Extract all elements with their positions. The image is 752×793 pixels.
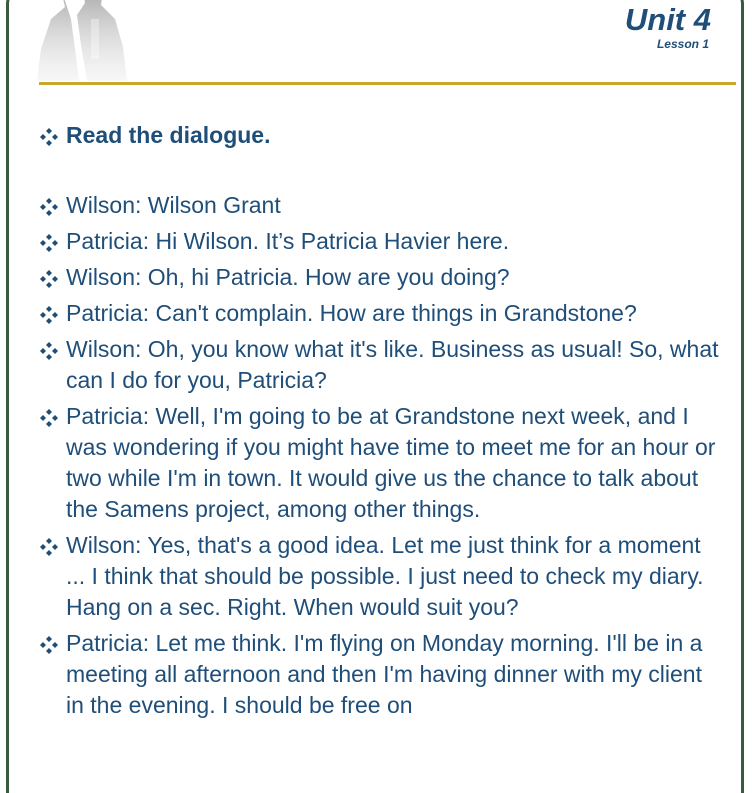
dialogue-text: Wilson: Oh, hi Patricia. How are you doing? xyxy=(66,264,510,290)
businessman-silhouette-icon xyxy=(31,0,141,81)
instruction-item xyxy=(40,120,720,151)
dialogue-line xyxy=(40,334,720,396)
dialogue-text: Patricia: Well, I'm going to be at Grandstone next week, and I was wondering if you might have time to meet me for an hour or two while I'm in town. It would give us the chance to talk about the Samens project, among other things. xyxy=(66,403,716,522)
diamond-bullet-icon xyxy=(40,226,66,252)
lesson-label: Lesson 1 xyxy=(656,37,709,51)
diamond-bullet-icon xyxy=(40,120,66,146)
dialogue-line xyxy=(40,530,720,623)
unit-title: Unit 4 xyxy=(624,2,711,37)
diamond-bullet-icon xyxy=(40,628,66,654)
dialogue-line xyxy=(40,628,720,721)
dialogue-text: Wilson: Oh, you know what it's like. Business as usual! So, what can I do for you, Patricia? xyxy=(66,336,719,393)
dialogue-text: Patricia: Let me think. I'm flying on Monday morning. I'll be in a meeting all afternoon and then I'm having dinner with my client in the evening. I should be free on xyxy=(66,630,703,718)
dialogue-line xyxy=(40,262,720,293)
diamond-bullet-icon xyxy=(40,190,66,216)
instruction-text: Read the dialogue. xyxy=(66,122,271,148)
dialogue-line xyxy=(40,190,720,221)
dialogue-content xyxy=(40,120,720,726)
dialogue-text: Wilson: Wilson Grant xyxy=(66,192,281,218)
dialogue-text: Wilson: Yes, that's a good idea. Let me just think for a moment ... I think that should be possible. I just need to check my diary. Hang on a sec. Right. When would suit you? xyxy=(66,532,704,620)
diamond-bullet-icon xyxy=(40,530,66,556)
dialogue-line xyxy=(40,401,720,525)
dialogue-line xyxy=(40,226,720,257)
dialogue-text: Patricia: Can't complain. How are things in Grandstone? xyxy=(66,300,637,326)
dialogue-line xyxy=(40,298,720,329)
diamond-bullet-icon xyxy=(40,401,66,427)
diamond-bullet-icon xyxy=(40,298,66,324)
diamond-bullet-icon xyxy=(40,262,66,288)
diamond-bullet-icon xyxy=(40,334,66,360)
header-divider xyxy=(39,82,736,85)
dialogue-text: Patricia: Hi Wilson. It’s Patricia Havier here. xyxy=(66,228,510,254)
